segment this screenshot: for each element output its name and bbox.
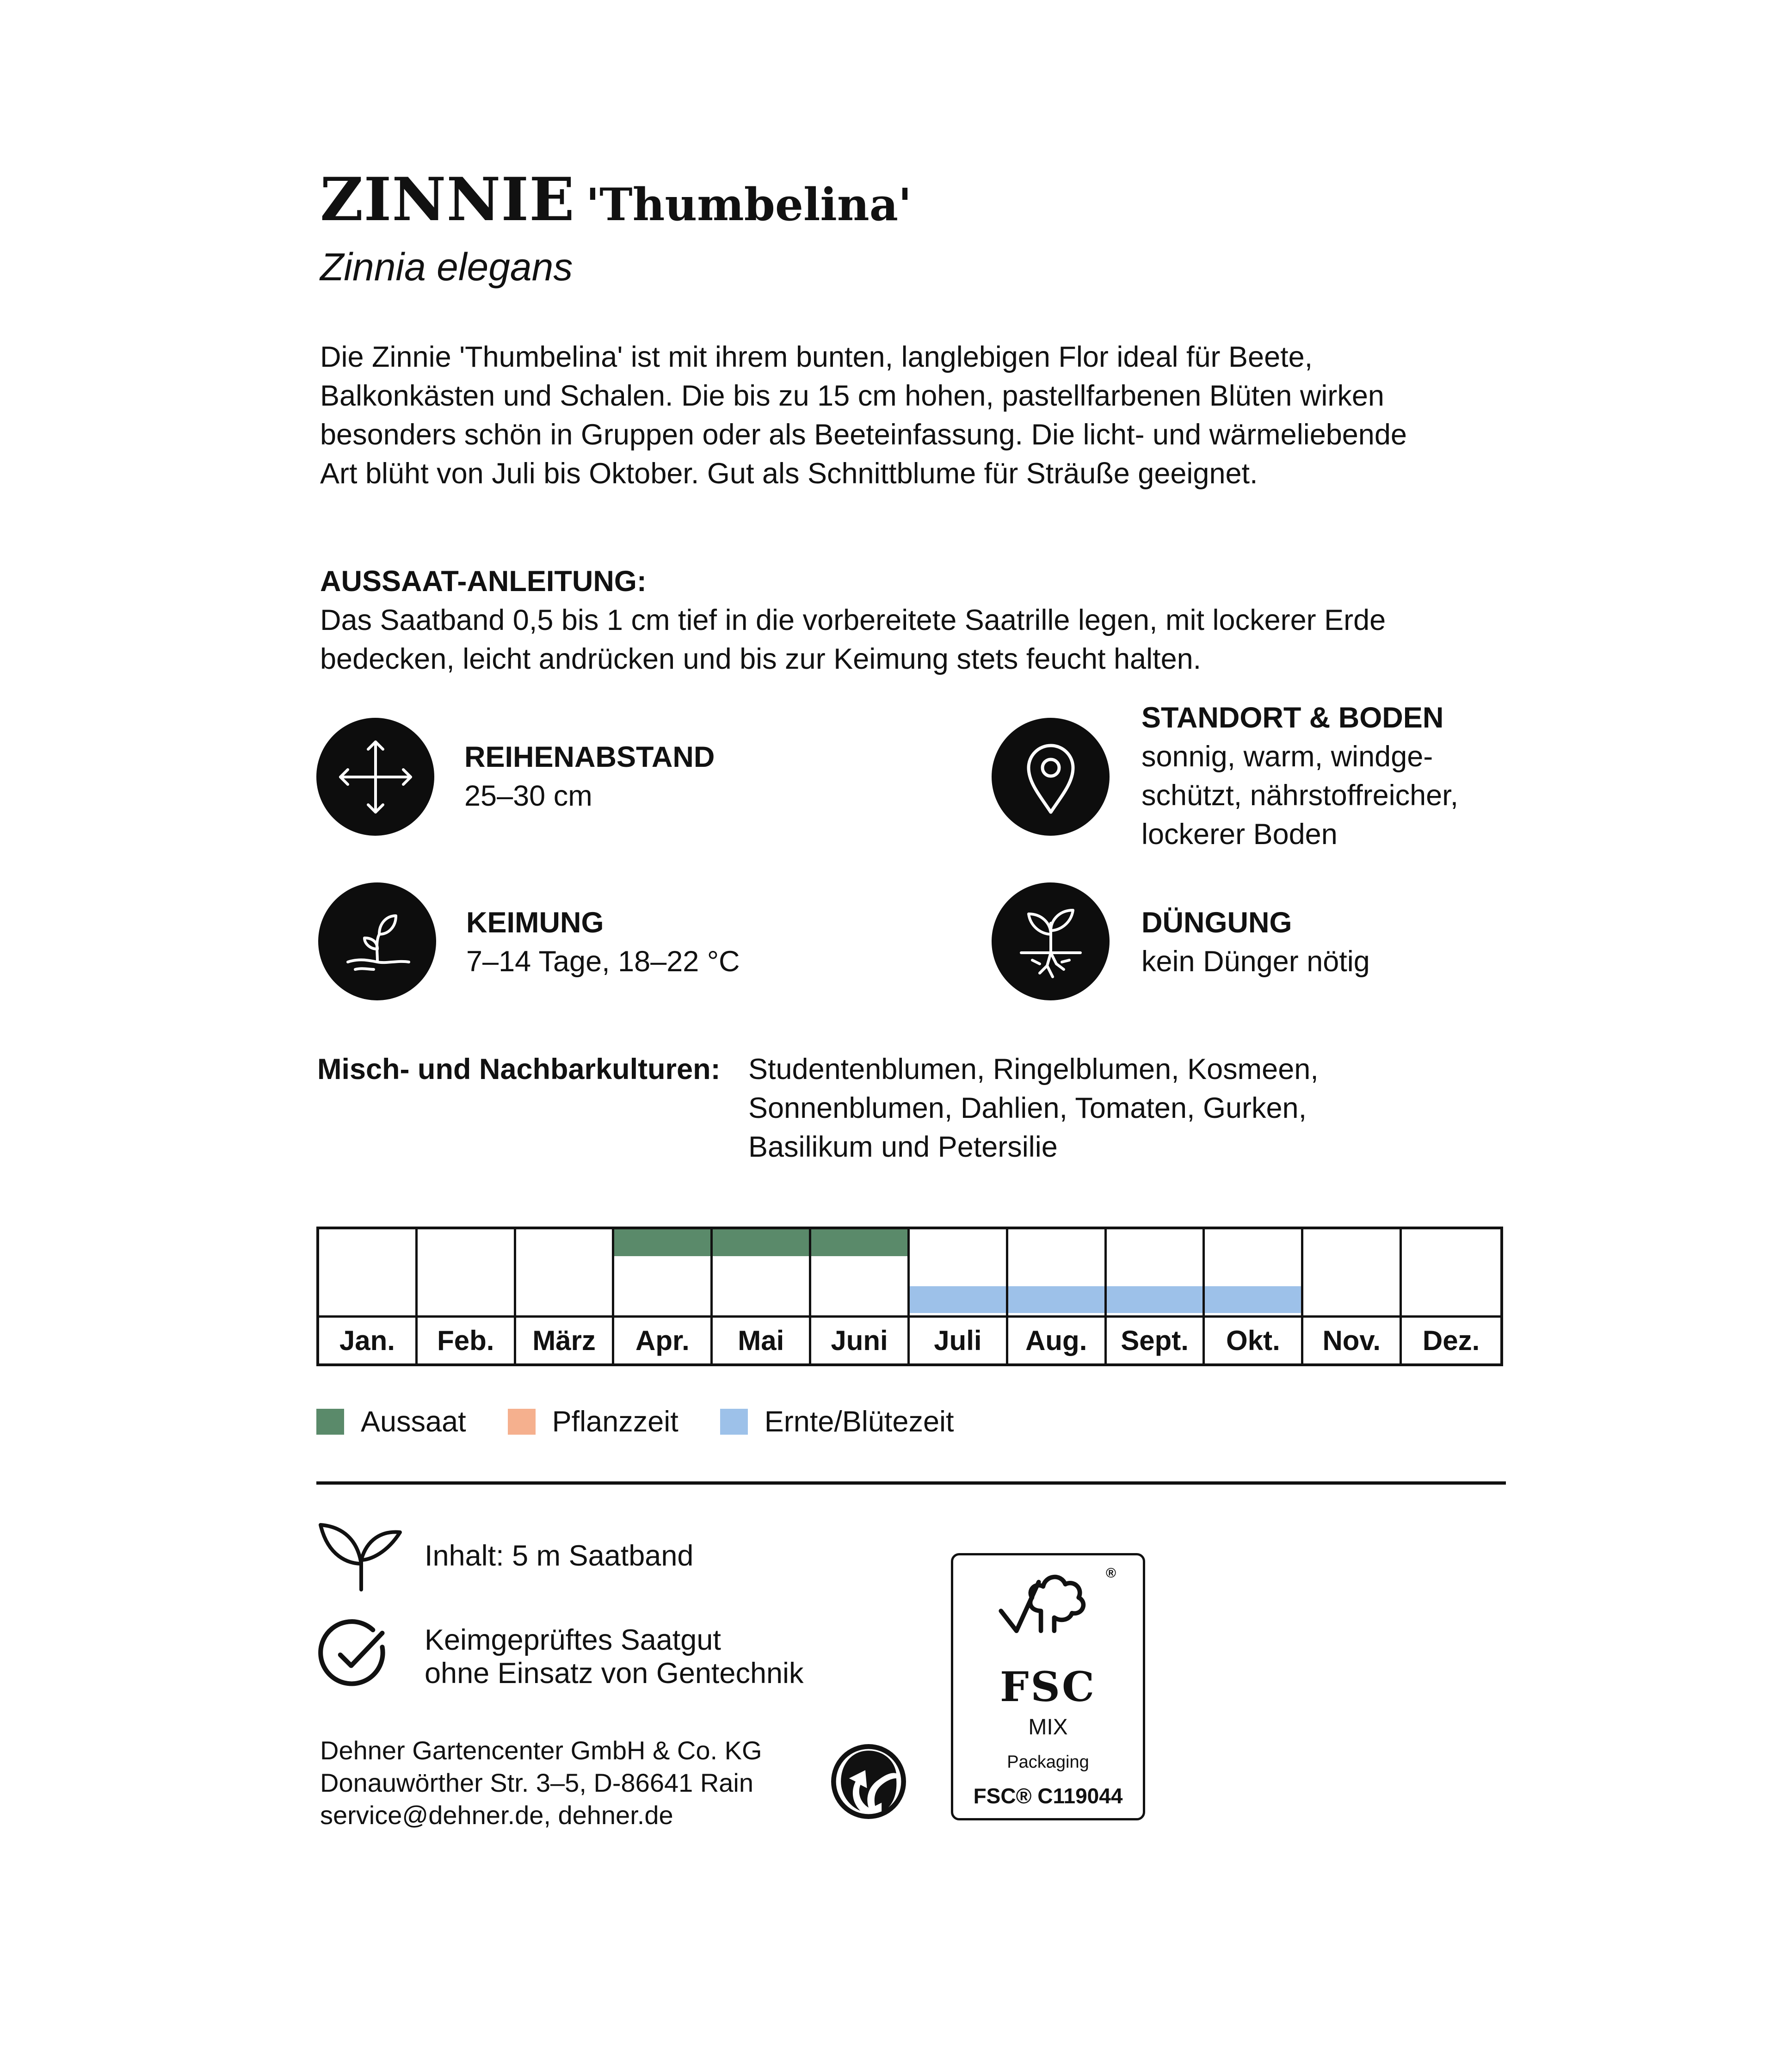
legend-item-sow [316,1405,466,1438]
legend-label: Aussaat [361,1406,466,1438]
calendar-bars-cell [516,1229,612,1318]
spacing-value: 25–30 cm [464,780,592,812]
address-line: service@dehner.de, dehner.de [320,1801,673,1830]
sowing-heading: AUSSAAT-ANLEITUNG: [320,565,647,598]
fertilizer-info [1141,903,1370,981]
fsc-tree-check-icon [992,1566,1103,1644]
calendar-month [614,1229,713,1363]
address-line: Dehner Gartencenter GmbH & Co. KG [320,1736,762,1765]
fsc-code: FSC® C119044 [973,1784,1123,1808]
legend-item-plant [508,1405,678,1438]
fsc-label [951,1553,1145,1820]
checkmark-circle-icon [315,1616,393,1694]
month-label: Okt. [1226,1325,1280,1356]
calendar-bars-cell [1303,1229,1400,1318]
description-line: Art blüht von Juli bis Oktober. Gut als Schnittblume für Sträuße geeignet. [320,457,1258,490]
calendar-month [1205,1229,1303,1363]
seedling-icon [318,882,436,1000]
fsc-wordmark: FSC [999,1663,1097,1711]
companions-list [748,1050,1442,1166]
description-line: Balkonkästen und Schalen. Die bis zu 15 cm hohen, pastellfarbenen Blüten wirken [320,380,1384,412]
germination-info [466,903,740,981]
germination-heading: KEIMUNG [466,906,604,939]
month-label: Juli [934,1325,982,1356]
fsc-mix: MIX [1028,1715,1068,1739]
location-pin-icon [992,718,1110,836]
description-line: besonders schön in Gruppen oder als Beeteinfassung. Die licht- und wärmeliebende [320,419,1407,451]
divider [316,1481,1506,1485]
calendar-bars-cell [1402,1229,1500,1318]
companions-label: Misch- und Nachbarkulturen: [317,1053,721,1085]
content-amount: Inhalt: 5 m Saatband [425,1540,694,1572]
calendar-month [1303,1229,1402,1363]
description-line: Die Zinnie 'Thumbelina' ist mit ihrem bunten, langlebigen Flor ideal für Beete, [320,341,1313,373]
harvest-bar [1008,1286,1104,1313]
calendar-month [910,1229,1008,1363]
calendar-legend [316,1405,996,1438]
month-label: Juni [831,1325,888,1356]
fsc-registered: ® [1106,1566,1116,1581]
location-line: schützt, nährstoffreicher, [1141,779,1459,812]
harvest-bar [1107,1286,1203,1313]
spacing-heading: REIHENABSTAND [464,741,715,773]
calendar-bars-cell [319,1229,415,1318]
companions-line: Sonnenblumen, Dahlien, Tomaten, Gurken, [748,1092,1307,1124]
calendar-month [1008,1229,1107,1363]
fsc-packaging: Packaging [1007,1752,1089,1772]
product-title [320,165,912,234]
harvest-bar [1205,1286,1301,1313]
month-label: Aug. [1025,1325,1087,1356]
leaves-icon [313,1519,410,1593]
location-line: sonnig, warm, windge- [1141,740,1433,773]
sow-bar [713,1229,809,1256]
calendar-month [713,1229,811,1363]
location-line: lockerer Boden [1141,818,1338,851]
month-label: Nov. [1322,1325,1381,1356]
sowing-line: Das Saatband 0,5 bis 1 cm tief in die vorbereitete Saatrille legen, mit lockerer Erde [320,604,1386,636]
germination-value: 7–14 Tage, 18–22 °C [466,945,740,978]
quality-line: ohne Einsatz von Gentechnik [425,1657,804,1690]
calendar-bars-cell [614,1229,710,1318]
sowing-instructions [320,601,1504,678]
calendar-month [1402,1229,1500,1363]
legend-swatch [508,1409,536,1435]
location-heading: STANDORT & BODEN [1141,702,1444,734]
fertilizer-heading: DÜNGUNG [1141,906,1292,939]
plant-roots-icon [992,882,1110,1000]
calendar-bars-cell [1008,1229,1104,1318]
month-label: Dez. [1422,1325,1480,1356]
quality-line: Keimgeprüftes Saatgut [425,1624,721,1656]
quality-note [425,1623,804,1690]
legend-label: Ernte/Blütezeit [764,1406,954,1438]
month-label: Apr. [635,1325,690,1356]
fertilizer-value: kein Dünger nötig [1141,945,1370,978]
companions-line: Studentenblumen, Ringelblumen, Kosmeen, [748,1053,1319,1085]
calendar-month [418,1229,516,1363]
calendar-month [319,1229,418,1363]
calendar-month [811,1229,910,1363]
legend-swatch [720,1409,748,1435]
companions-line: Basilikum und Petersilie [748,1131,1058,1163]
calendar-bars-cell [910,1229,1006,1318]
legend-item-harvest [720,1405,954,1438]
calendar-bars-cell [418,1229,514,1318]
calendar-bars-cell [1107,1229,1203,1318]
product-variety: 'Thumbelina' [586,179,912,231]
legend-swatch [316,1409,344,1435]
calendar-month [1107,1229,1205,1363]
sowing-line: bedecken, leicht andrücken und bis zur Keimung stets feucht halten. [320,643,1202,675]
sow-bar [614,1229,710,1256]
legend-label: Pflanzzeit [552,1406,678,1438]
address-line: Donauwörther Str. 3–5, D-86641 Rain [320,1768,753,1797]
sowing-calendar [316,1227,1503,1366]
calendar-bars-cell [713,1229,809,1318]
month-label: März [532,1325,596,1356]
calendar-bars-cell [811,1229,907,1318]
harvest-bar [910,1286,1006,1313]
month-label: Mai [738,1325,784,1356]
latin-name: Zinnia elegans [320,245,573,289]
arrows-cross-icon [316,718,434,836]
month-label: Jan. [339,1325,395,1356]
company-address [320,1734,762,1832]
recycling-green-dot-icon [828,1741,909,1822]
product-description [320,338,1504,493]
location-info [1141,698,1458,854]
product-name: ZINNIE [320,165,575,234]
month-label: Feb. [437,1325,494,1356]
sow-bar [811,1229,907,1256]
calendar-month [516,1229,615,1363]
month-label: Sept. [1121,1325,1189,1356]
calendar-bars-cell [1205,1229,1301,1318]
spacing-info [464,738,715,815]
